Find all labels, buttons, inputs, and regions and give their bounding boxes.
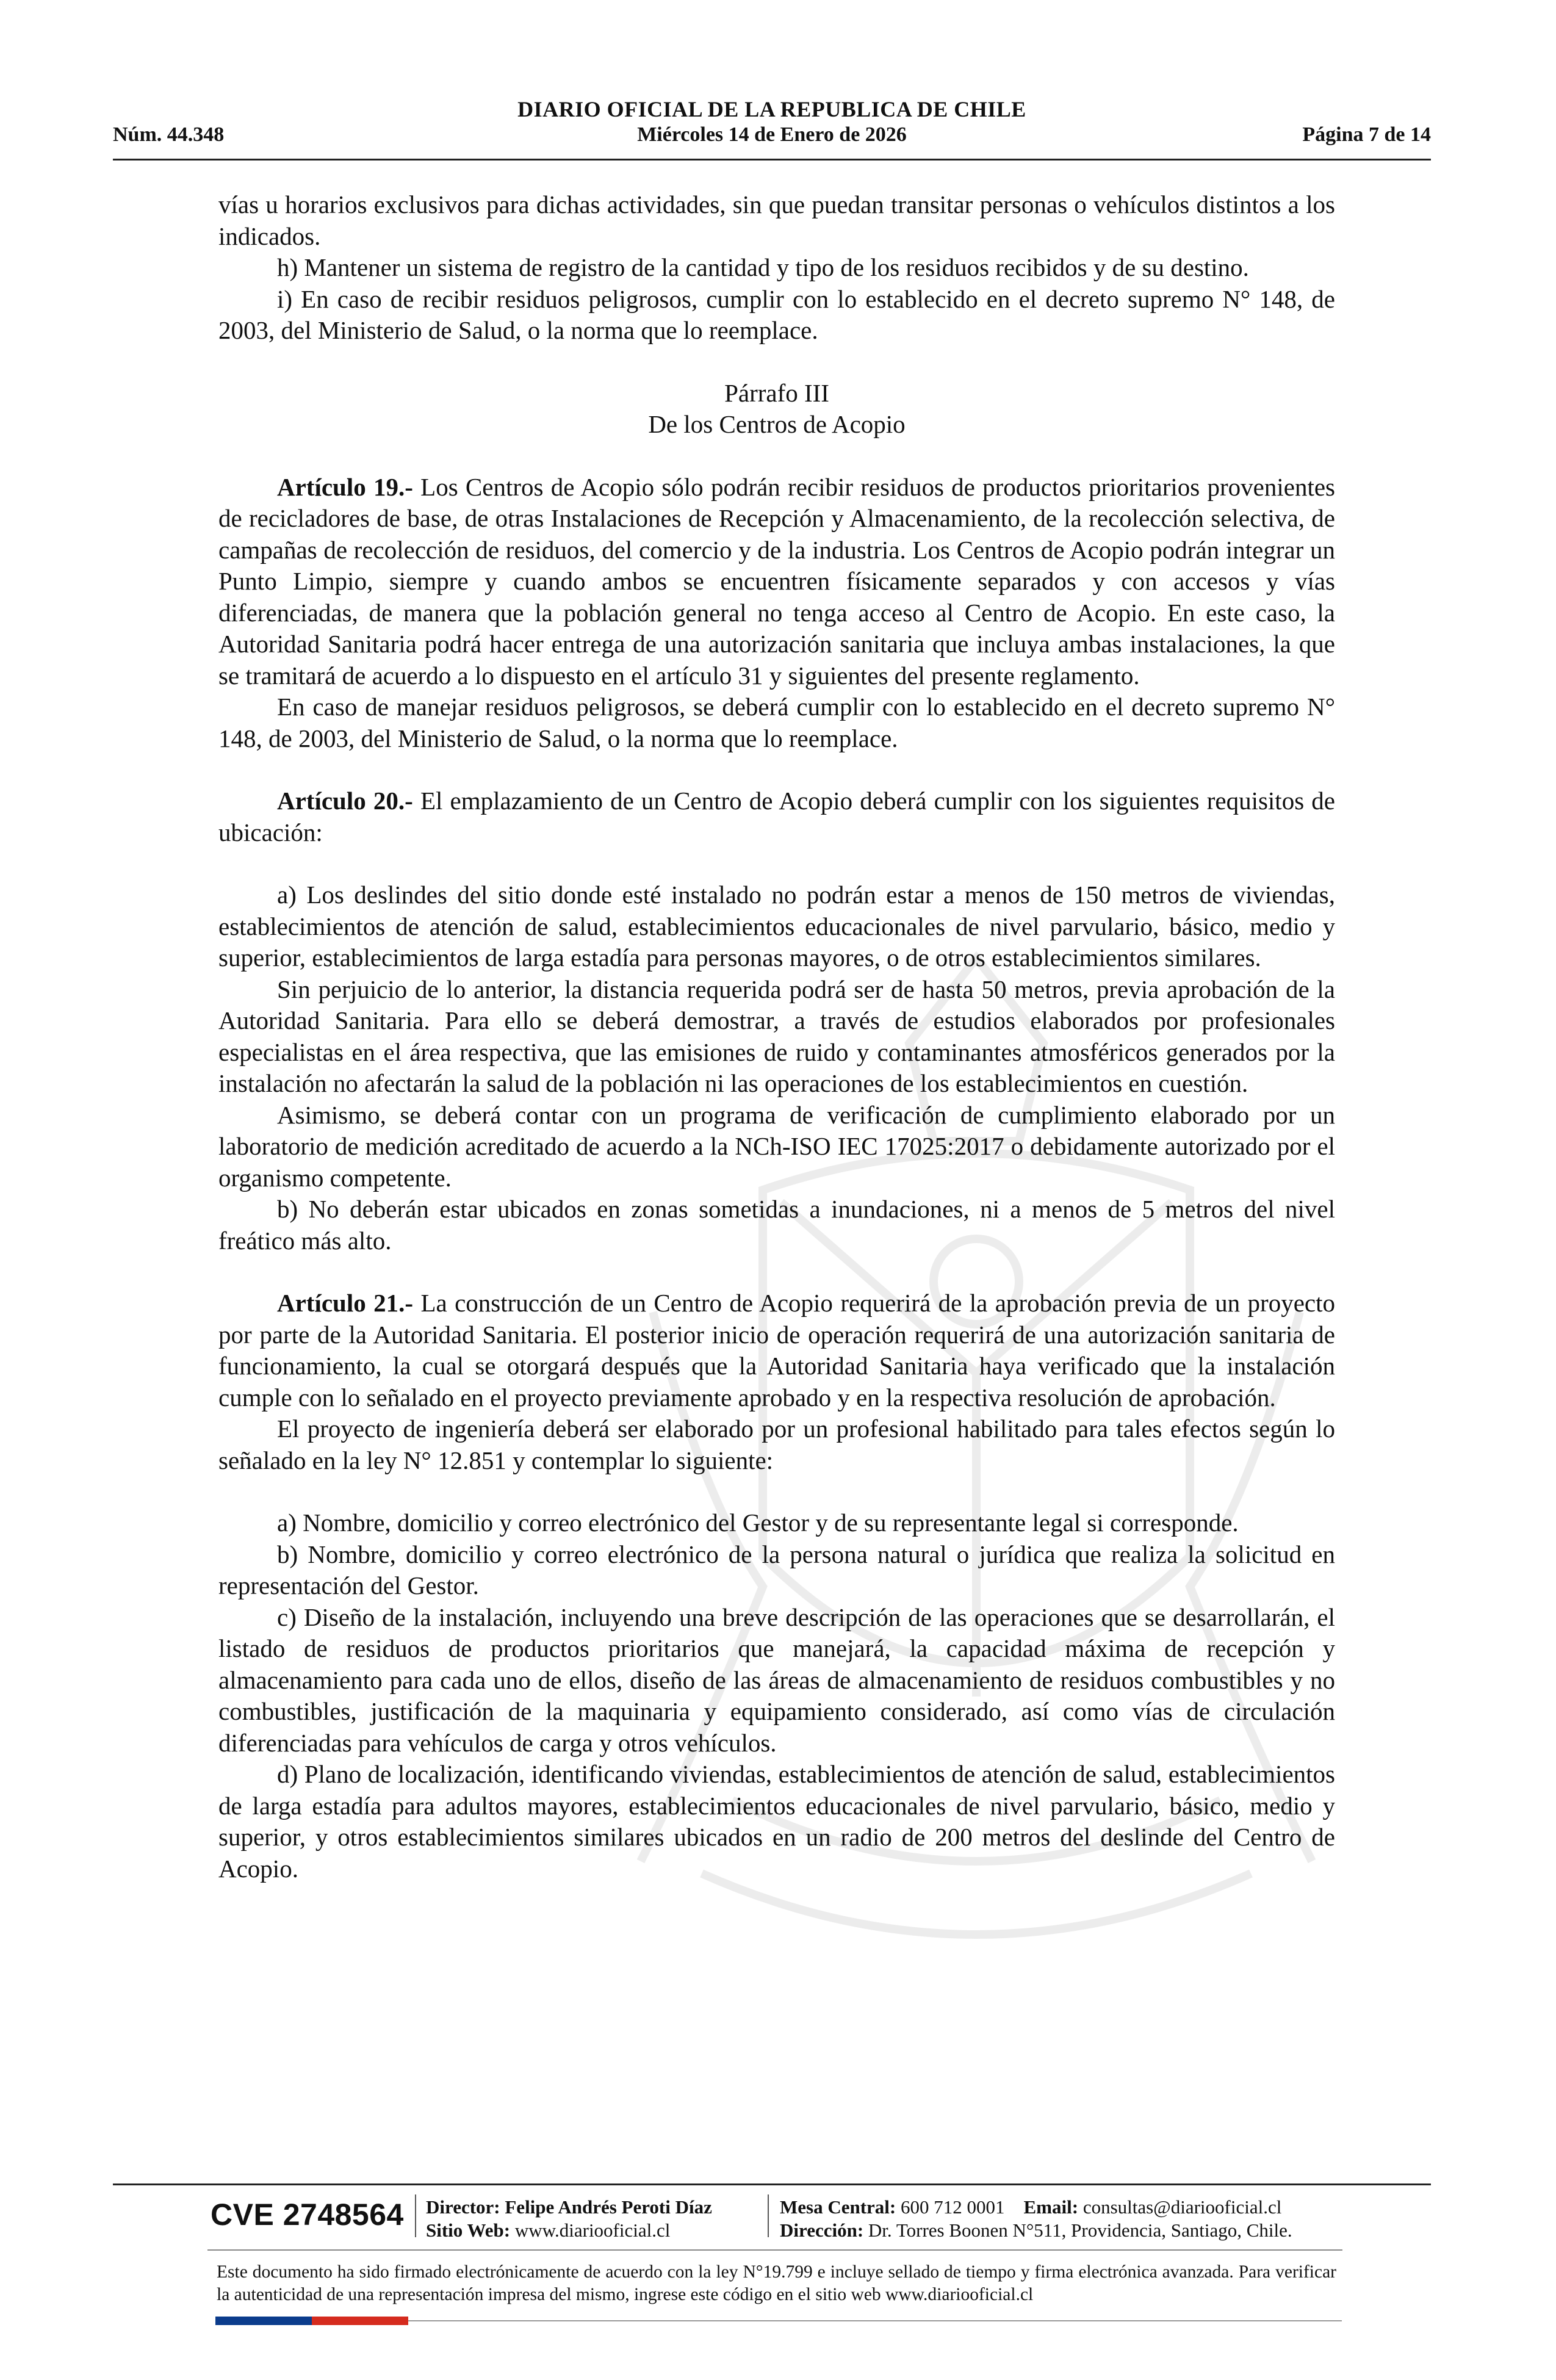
footer-director-block (426, 2196, 712, 2242)
document-body (218, 189, 1335, 1884)
flag-red-segment (312, 2317, 408, 2325)
article-20-text: El emplazamiento de un Centro de Acopio deberá cumplir con los siguientes requisitos de ubicación: (218, 787, 1335, 846)
article-19-paragraph-2: En caso de manejar residuos peligrosos, se deberá cumplir con lo establecido en el decreto supremo N° 148, de 2003, del Ministerio de Salud, o la norma que lo reemplace. (218, 693, 1335, 752)
article-21-paragraph-2: El proyecto de ingeniería deberá ser elaborado por un profesional habilitado para tales efectos según lo señalado en la ley N° 12.851 y contemplar lo siguiente: (218, 1415, 1335, 1474)
spacer (218, 1257, 1335, 1288)
paragraph-continuation: vías u horarios exclusivos para dichas actividades, sin que puedan transitar personas o vehículos distintos a los indicados. (218, 190, 1335, 250)
paragraph-item-h: h) Mantener un sistema de registro de la cantidad y tipo de los residuos recibidos y de su destino. (277, 253, 1249, 281)
flag-blue-segment (215, 2317, 312, 2325)
mesa-label: Mesa Central: (780, 2196, 896, 2218)
mesa-phone: 600 712 0001 (896, 2196, 1005, 2218)
article-20-item-a-paragraph-2: Sin perjuicio de lo anterior, la distancia requerida podrá ser de hasta 50 metros, previa aprobación de la Autoridad Sanitaria. Para ello se deberá demostrar, a través de estudios elaborados por profesionales especialistas en el área respectiva, que las emisiones de ruido y contaminantes atmosféricos generados por la instalación no afectarán la salud de la población ni las operaciones de los establecimientos en cuestión. (218, 975, 1335, 1097)
article-19-text: Los Centros de Acopio sólo podrán recibir residuos de productos prioritarios provenientes de recicladores de base, de otras Instalaciones de Recepción y Almacenamiento, de la recolección selectiva, de campañas de recolección de residuos, del comercio y de la industria. Los Centros de Acopio podrán integrar un Punto Limpio, siempre y cuando ambos se encuentren físicamente separados y con accesos y vías diferenciadas, de manera que la población general no tenga acceso al Centro de Acopio. En este caso, la Autoridad Sanitaria podrá hacer entrega de una autorización sanitaria que incluya ambas instalaciones, la que se tramitará de acuerdo a lo dispuesto en el artículo 31 y siguientes del presente reglamento. (218, 472, 1335, 690)
website-label: Sitio Web: (426, 2220, 511, 2241)
signature-notice: Este documento ha sido firmado electrónicamente de acuerdo con la ley N°19.799 e incluye sellado de tiempo y firma electrónica avanzada. Para verificar la autenticidad de una representación impresa del mismo, ingrese este código en el sitio web www.diariooficial.cl (217, 2262, 1336, 2304)
article-19-label: Artículo 19.- (277, 472, 413, 501)
email-label: Email: (1023, 2196, 1079, 2218)
address-label: Dirección: (780, 2220, 864, 2241)
article-21-item-a: a) Nombre, domicilio y correo electrónico del Gestor y de su representante legal si corresponde. (277, 1509, 1239, 1537)
article-20-item-a: a) Los deslindes del sitio donde esté instalado no podrán estar a menos de 150 metros de viviendas, establecimientos de atención de salud, establecimientos educacionales de nivel parvulario, básico, medio y superior, establecimientos de larga estadía para personas mayores, o de otros establecimientos similares. (218, 881, 1335, 972)
article-20-item-a-paragraph-3: Asimismo, se deberá contar con un programa de verificación de cumplimiento elaborado por un laboratorio de medición acreditado de acuerdo a la NCh-ISO IEC 17025:2017 o debidamente autorizado por el organismo competente. (218, 1100, 1335, 1192)
cve-code: CVE 2748564 (211, 2198, 404, 2232)
footer-separator (415, 2194, 416, 2237)
article-21-item-d: d) Plano de localización, identificando viviendas, establecimientos de atención de salud, establecimientos de larga estadía para adultos mayores, establecimientos educacionales de nivel parvulario, básico, medio y superior, y otros establecimientos similares ubicados en un radio de 200 metros del deslinde del Centro de Acopio. (218, 1760, 1335, 1883)
article-21-item-b: b) Nombre, domicilio y correo electrónico de la persona natural o jurídica que realiza la solicitud en representación del Gestor. (218, 1540, 1335, 1599)
article-21-text: La construcción de un Centro de Acopio requerirá de la aprobación previa de un proyecto por parte de la Autoridad Sanitaria. El posterior inicio de operación requerirá de una autorización sanitaria de funcionamiento, la cual se otorgará después que la Autoridad Sanitaria haya verificado que la instalación cumple con lo señalado en el proyecto previamente aprobado y en la respectiva resolución de aprobación. (218, 1289, 1335, 1412)
page-header (113, 92, 1431, 160)
footer-bottom-rule (408, 2320, 1342, 2321)
section-subtitle: De los Centros de Acopio (648, 410, 906, 438)
article-21-item-c: c) Diseño de la instalación, incluyendo una breve descripción de las operaciones que se desarrollarán, el listado de residuos de productos prioritarios que manejará, la capacidad máxima de recepción y almacenamiento para cada uno de ellos, diseño de las áreas de almacenamiento de residuos combustibles y no combustibles, justificación de la maquinaria y equipamiento considerado, así como vías de circulación diferenciadas para vehículos de carga y otros vehículos. (218, 1603, 1335, 1757)
spacer (218, 1476, 1335, 1507)
article-20-label: Artículo 20.- (277, 787, 413, 815)
section-title: Párrafo III (724, 378, 829, 407)
spacer (218, 754, 1335, 785)
page-number: Página 7 de 14 (1302, 123, 1431, 146)
paragraph-item-i: i) En caso de recibir residuos peligrosos, cumplir con lo establecido en el decreto supremo N° 148, de 2003, del Ministerio de Salud, o la norma que lo reemplace. (218, 284, 1335, 344)
website-line (426, 2219, 712, 2242)
article-20 (218, 785, 1335, 848)
issue-number: Núm. 44.348 (113, 123, 225, 146)
flag-bar (215, 2317, 408, 2325)
footer-contact-block (780, 2196, 1292, 2242)
director-name: Felipe Andrés Peroti Díaz (500, 2196, 712, 2218)
article-20-item-b: b) No deberán estar ubicados en zonas sometidas a inundaciones, ni a menos de 5 metros del nivel freático más alto. (218, 1195, 1335, 1255)
email-link[interactable]: consultas@diariooficial.cl (1078, 2196, 1282, 2218)
footer-note-divider (207, 2249, 1342, 2251)
director-line (426, 2196, 712, 2219)
spacer (218, 848, 1335, 879)
address-text: Dr. Torres Boonen N°511, Providencia, Santiago, Chile. (863, 2220, 1292, 2241)
article-21 (218, 1288, 1335, 1413)
spacer (218, 347, 1335, 378)
footer-separator (768, 2194, 769, 2237)
spacer (218, 441, 1335, 472)
article-21-label: Artículo 21.- (277, 1289, 414, 1317)
footer-divider (113, 2183, 1431, 2185)
article-19 (218, 472, 1335, 692)
director-label: Director: (426, 2196, 500, 2218)
issue-date: Miércoles 14 de Enero de 2026 (637, 123, 907, 146)
website-link[interactable]: www.diariooficial.cl (510, 2220, 671, 2241)
contact-line (780, 2196, 1292, 2219)
address-line (780, 2219, 1292, 2242)
newspaper-title: DIARIO OFICIAL DE LA REPUBLICA DE CHILE (517, 97, 1026, 121)
